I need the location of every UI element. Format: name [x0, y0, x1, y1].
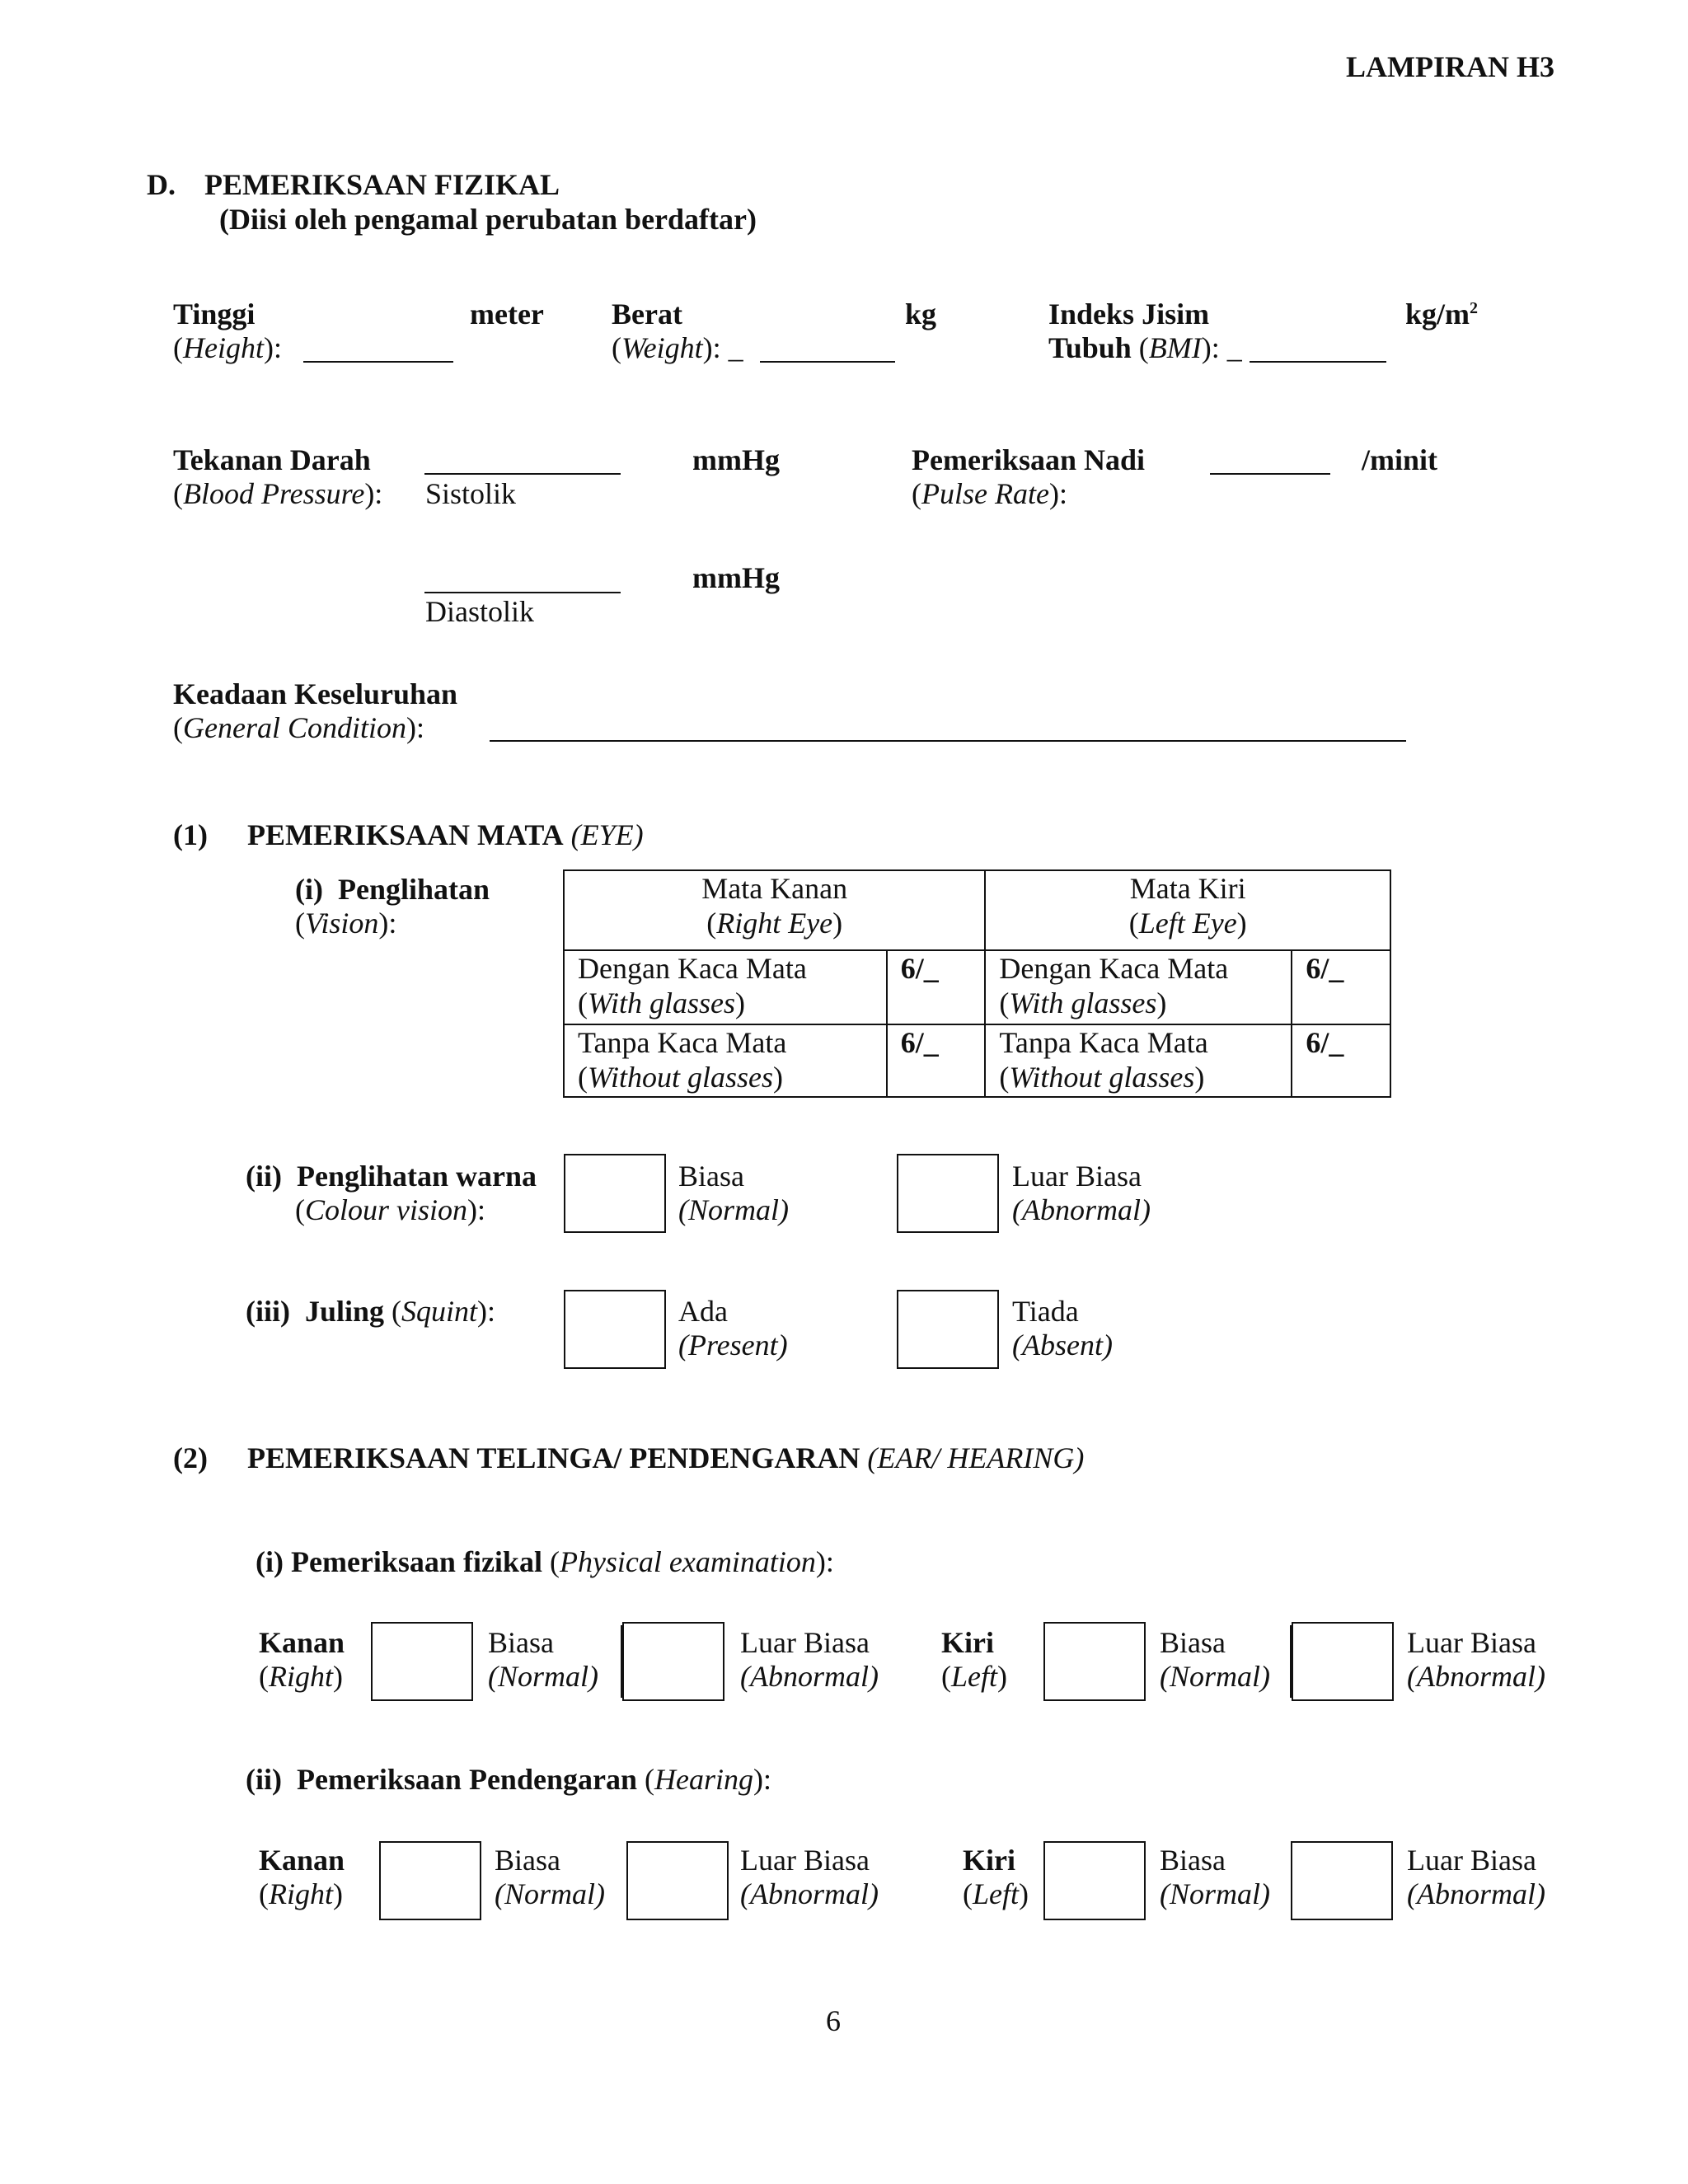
hearing-left-normal-label: Biasa [1160, 1844, 1226, 1877]
right-eye-header: Mata Kanan (Right Eye) [564, 870, 985, 950]
pulse-label: Pemeriksaan Nadi [912, 443, 1145, 476]
right-without-glasses-score[interactable]: 6/_ [887, 1024, 986, 1097]
height-en-label: (Height): [173, 331, 282, 364]
bmi-en-label: Tubuh (BMI): _ [1048, 331, 1242, 364]
hearing-right-abnormal-label: Luar Biasa [740, 1844, 870, 1877]
squint-absent-label: Tiada [1012, 1295, 1079, 1328]
physical-right-normal-label: Biasa [488, 1626, 554, 1659]
bp-en-label: (Blood Pressure): [173, 477, 383, 510]
height-unit: meter [470, 298, 544, 330]
ear-hearing-label: (ii) Pemeriksaan Pendengaran (Hearing): [246, 1763, 771, 1796]
hearing-right-en: (Right) [259, 1877, 343, 1910]
hearing-right-normal-checkbox[interactable] [379, 1841, 481, 1920]
weight-label: Berat [612, 298, 682, 330]
left-with-glasses-score[interactable]: 6/_ [1292, 950, 1390, 1024]
colour-abnormal-label: Luar Biasa [1012, 1160, 1142, 1193]
left-eye-header: Mata Kiri (Left Eye) [985, 870, 1390, 950]
right-without-glasses-label: Tanpa Kaca Mata (Without glasses) [564, 1024, 887, 1097]
pulse-en-label: (Pulse Rate): [912, 477, 1067, 510]
physical-right-normal-en: (Normal) [488, 1660, 598, 1693]
colour-abnormal-checkbox[interactable] [897, 1154, 999, 1233]
squint-present-label: Ada [678, 1295, 728, 1328]
hearing-right-abnormal-en: (Abnormal) [740, 1877, 879, 1910]
height-field[interactable] [303, 361, 453, 363]
colour-normal-en: (Normal) [678, 1193, 789, 1226]
physical-right-en: (Right) [259, 1660, 343, 1693]
left-with-glasses-label: Dengan Kaca Mata (With glasses) [985, 950, 1292, 1024]
hearing-right-normal-en: (Normal) [495, 1877, 605, 1910]
bmi-label: Indeks Jisim [1048, 298, 1210, 330]
hearing-right-normal-label: Biasa [495, 1844, 560, 1877]
ear-section-title: PEMERIKSAAN TELINGA/ PENDENGARAN (EAR/ HEARING) [247, 1441, 1085, 1474]
physical-right-abnormal-en: (Abnormal) [740, 1660, 879, 1693]
diastolic-field[interactable] [424, 592, 621, 593]
appendix-label: LAMPIRAN H3 [1346, 50, 1554, 83]
systolic-unit: mmHg [692, 443, 780, 476]
hearing-left-label: Kiri [963, 1844, 1015, 1877]
colour-abnormal-en: (Abnormal) [1012, 1193, 1151, 1226]
left-without-glasses-score[interactable]: 6/_ [1292, 1024, 1390, 1097]
physical-left-abnormal-en: (Abnormal) [1407, 1660, 1545, 1693]
left-without-glasses-label: Tanpa Kaca Mata (Without glasses) [985, 1024, 1292, 1097]
squint-absent-checkbox[interactable] [897, 1290, 999, 1369]
physical-left-abnormal-label: Luar Biasa [1407, 1626, 1536, 1659]
bp-label: Tekanan Darah [173, 443, 371, 476]
physical-left-normal-label: Biasa [1160, 1626, 1226, 1659]
physical-right-abnormal-label: Luar Biasa [740, 1626, 870, 1659]
colour-normal-checkbox[interactable] [564, 1154, 666, 1233]
hearing-left-normal-checkbox[interactable] [1043, 1841, 1146, 1920]
physical-right-normal-checkbox[interactable] [371, 1622, 473, 1701]
eye-section-number: (1) [173, 818, 208, 851]
physical-right-abnormal-checkbox[interactable] [622, 1622, 724, 1701]
hearing-left-en: (Left) [963, 1877, 1029, 1910]
diastolic-label: Diastolik [425, 595, 534, 628]
height-label: Tinggi [173, 298, 256, 330]
ear-section-number: (2) [173, 1441, 208, 1474]
systolic-label: Sistolik [425, 477, 517, 510]
systolic-field[interactable] [424, 473, 621, 475]
bmi-field[interactable] [1250, 361, 1386, 363]
hearing-left-normal-en: (Normal) [1160, 1877, 1270, 1910]
colour-vision-label: (ii) Penglihatan warna [246, 1160, 537, 1193]
general-en-label: (General Condition): [173, 711, 424, 744]
weight-en-label: (Weight): _ [612, 331, 743, 364]
physical-left-label: Kiri [941, 1626, 994, 1659]
physical-left-abnormal-checkbox[interactable] [1292, 1622, 1394, 1701]
hearing-left-abnormal-checkbox[interactable] [1291, 1841, 1393, 1920]
squint-label: (iii) Juling (Squint): [246, 1295, 496, 1328]
page-number: 6 [826, 2004, 841, 2037]
colour-vision-en-label: (Colour vision): [295, 1193, 486, 1226]
pulse-field[interactable] [1210, 473, 1330, 475]
hearing-right-abnormal-checkbox[interactable] [626, 1841, 729, 1920]
vision-en-label: (Vision): [295, 907, 397, 940]
squint-present-checkbox[interactable] [564, 1290, 666, 1369]
section-letter: D. [147, 168, 176, 201]
right-with-glasses-label: Dengan Kaca Mata (With glasses) [564, 950, 887, 1024]
general-condition-field[interactable] [490, 740, 1406, 742]
physical-left-en: (Left) [941, 1660, 1008, 1693]
squint-absent-en: (Absent) [1012, 1329, 1113, 1361]
physical-left-normal-checkbox[interactable] [1043, 1622, 1146, 1701]
vision-label: (i) Penglihatan [295, 873, 490, 906]
squint-present-en: (Present) [678, 1329, 788, 1361]
bmi-unit: $kg/m^2$ [1405, 298, 1479, 330]
diastolic-unit: mmHg [692, 561, 780, 594]
pulse-unit: /minit [1362, 443, 1438, 476]
section-title: PEMERIKSAAN FIZIKAL [204, 168, 560, 201]
right-with-glasses-score[interactable]: 6/_ [887, 950, 986, 1024]
weight-field[interactable] [760, 361, 895, 363]
hearing-left-abnormal-label: Luar Biasa [1407, 1844, 1536, 1877]
vision-table [563, 869, 1391, 1098]
general-label: Keadaan Keseluruhan [173, 677, 458, 710]
hearing-left-abnormal-en: (Abnormal) [1407, 1877, 1545, 1910]
weight-unit: kg [905, 298, 937, 330]
eye-section-title: PEMERIKSAAN MATA (EYE) [247, 818, 644, 851]
physical-left-normal-en: (Normal) [1160, 1660, 1270, 1693]
physical-right-label: Kanan [259, 1626, 345, 1659]
section-subtitle: (Diisi oleh pengamal perubatan berdaftar) [219, 203, 757, 236]
ear-physical-label: (i) Pemeriksaan fizikal (Physical examination): [256, 1545, 834, 1578]
hearing-right-label: Kanan [259, 1844, 345, 1877]
colour-normal-label: Biasa [678, 1160, 744, 1193]
